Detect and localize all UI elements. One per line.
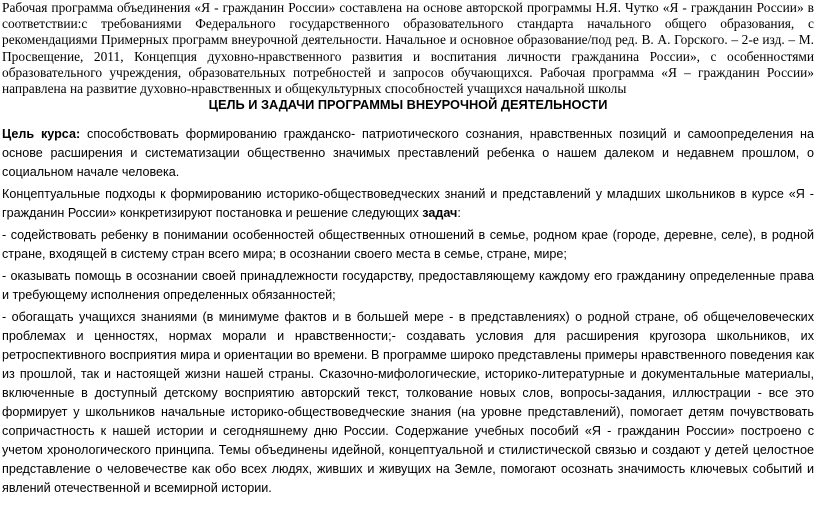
task-item: - обогащать учащихся знаниями (в минимуме фактов и в большей мере - в представлениях) о родной стране, об общечеловеческих проблемах и ценностях, нормах морали и нравственности;- создавать условия для расширения кругозора школьников, их ретроспективного восприятия мира и ориентации во времени. В программе широко представлены примеры нравственного поведения как из прошлой, так и настоящей жизни нашей страны. Сказочно-мифологические, историко-литературные и документальные материалы, включенные в доступный детскому восприятию авторский текст, толкование новых слов, вопросы-задания, иллюстрации - все это формирует у школьников начальные историко-обществоведческие знания (на уровне представлений), помогает детям почувствовать сопричастность к нашей истории и сегодняшнему дню России. Содержание учебных пособий «Я - гражданин России» построено с учетом хронологического принципа. Темы объединены идейной, концептуальной и стилистической связью и создают у детей целостное представление о человечестве как обо всех людях, живших и живущих на Земле, помогают осознать значимость ключевых событий и явлений отечественной и всемирной истории.: [2, 310, 814, 496]
approach-bold-word: задач: [422, 206, 458, 221]
approach-text: Концептуальные подходы к формированию историко-обществоведческих знаний и представлений у младших школьников в курсе «Я - гражданин России» конкретизируют постановка и решение следующих: [2, 187, 814, 221]
approach-end: :: [457, 206, 461, 221]
goal-label: Цель курса:: [2, 127, 81, 142]
intro-paragraph: Рабочая программа объединения «Я - гражданин России» составлена на основе авторской программы Н.Я. Чутко «Я - гражданин России» в соответствии:с требованиями Федерального государственного образовательного стандарта начального общего образования, с рекомендациями Примерных программ внеурочной деятельности. Начальное и основное образование/под ред. В. А. Горского. – 2-е изд. – М. Просвещение, 2011, Концепция духовно-нравственного развития и воспитания личности гражданина России», с особенностями образовательного учреждения, образовательных потребностей и запросов обучающихся. Рабочая программа «Я – гражданин России» направлена на развитие духовно-нравственных и общекультурных способностей учащихся начальной школы: [2, 0, 814, 97]
section-heading: ЦЕЛЬ И ЗАДАЧИ ПРОГРАММЫ ВНЕУРОЧНОЙ ДЕЯТЕЛЬНОСТИ: [208, 97, 608, 113]
goal-text: способствовать формированию гражданско- патриотического сознания, нравственных позиций и самоопределения на основе расширения и систематизации общественно значимых преставлений ребенка о нашем далеком и недавнем прошлом, о социальном начале человека.: [2, 127, 814, 180]
approach-paragraph: [2, 185, 814, 223]
task-item: - оказывать помощь в осознании своей принадлежности государству, предоставляющему каждому его гражданину определенные права и требующему исполнения определенных обязанностей;: [2, 269, 814, 303]
goal-paragraph: [2, 125, 814, 182]
task-item: - содействовать ребенку в понимании особенностей общественных отношений в семье, родном крае (городе, деревне, селе), в родной стране, входящей в систему стран всего мира; в осознании своего места в семье, стране, мире;: [2, 228, 814, 262]
